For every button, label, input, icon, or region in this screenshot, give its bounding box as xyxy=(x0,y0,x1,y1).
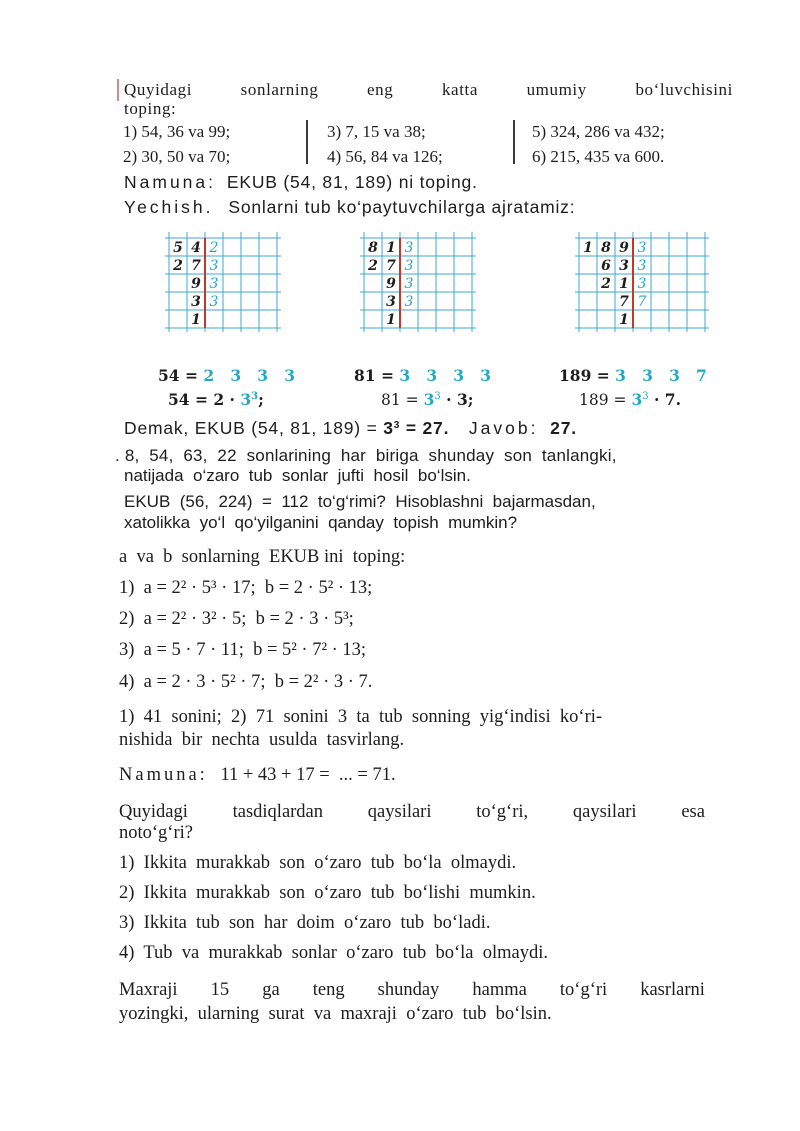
table-factor: 3 xyxy=(404,258,414,274)
factor-table-54 xyxy=(165,232,285,342)
factor-table-189 xyxy=(575,232,715,342)
ex4-item-1: 1) a = 2² · 5³ · 17; b = 2 · 5² · 13; xyxy=(119,578,373,598)
factor-list: 2 3 3 3 xyxy=(203,366,296,385)
javob-value: 27. xyxy=(550,418,577,438)
ex4-item-4: 4) a = 2 · 3 · 5² · 7; b = 2² · 3 · 7. xyxy=(119,672,373,692)
table-digit: 1 xyxy=(386,240,396,256)
factor-number: 189 xyxy=(559,366,592,385)
demak-line: Demak, EKUB (54, 81, $189) = 3^3 = 27$. Javob: 27. xyxy=(124,418,577,438)
column-divider-2 xyxy=(513,120,515,164)
table-digit: 2 xyxy=(601,276,611,292)
ex1-item-2: 2) 30, 50 va 70; xyxy=(123,147,231,166)
table-digit: 1 xyxy=(619,276,629,292)
table-factor: 3 xyxy=(637,258,647,274)
factor-row-189: 189 = 3 3 3 7 xyxy=(559,366,707,385)
yechish-text: Sonlarni tub ko‘paytuvchilarga ajratamiz: xyxy=(228,197,576,217)
ex5-namuna: Namuna: 11 + 43 + 17 = ... = 71. xyxy=(119,765,396,785)
margin-marker xyxy=(117,79,119,101)
table-digit: 4 xyxy=(191,240,201,256)
ex6-line1: Quyidagi tasdiqlardan qaysilari to‘g‘ri, qaysilari esa xyxy=(119,802,705,822)
table-digit: 5 xyxy=(173,240,183,256)
table-digit: 2 xyxy=(368,258,378,274)
table-factor: 3 xyxy=(209,276,219,292)
ex1-title-line2: toping: xyxy=(124,99,177,118)
namuna-line xyxy=(124,172,478,192)
factor-table-81 xyxy=(360,232,480,342)
namuna-word: Namuna: xyxy=(124,172,217,192)
ex3-line1: EKUB (56, 224) = 112 to‘g‘rimi? Hisoblashni bajarmasdan, xyxy=(124,492,596,511)
ex5-line1: 1) 41 sonini; 2) 71 sonini 3 ta tub sonning yig‘indisi ko‘ri- xyxy=(119,707,603,727)
column-divider-1 xyxy=(306,120,308,164)
ex5-line2: nishida bir nechta usulda tasvirlang. xyxy=(119,730,405,750)
table-factor: 2 xyxy=(209,240,219,256)
table-digit: 3 xyxy=(619,258,629,274)
table-factor: 3 xyxy=(637,240,647,256)
ex1-item-1: 1) 54, 36 va 99; xyxy=(123,122,231,141)
ex6-item-2: 2) Ikkita murakkab son o‘zaro tub bo‘lishi mumkin. xyxy=(119,883,536,903)
table-factor: 3 xyxy=(404,294,414,310)
yechish-line xyxy=(124,197,575,217)
table-digit: 9 xyxy=(191,276,201,292)
factor-row-54: 54 = 2 3 3 3 xyxy=(158,366,296,385)
javob-word: Javob: xyxy=(468,418,539,438)
table-digit: 7 xyxy=(386,258,396,274)
table-digit: 3 xyxy=(386,294,396,310)
table-factor: 7 xyxy=(637,294,647,310)
ex6-item-4: 4) Tub va murakkab sonlar o‘zaro tub bo‘la olmaydi. xyxy=(119,943,549,963)
table-digit: 7 xyxy=(191,258,201,274)
table-digit: 9 xyxy=(619,240,629,256)
table-digit: 7 xyxy=(619,294,629,310)
ex1-item-3: 3) 7, 15 va 38; xyxy=(327,122,426,141)
table-digit: 1 xyxy=(191,312,201,328)
ex4-title: a va b sonlarning EKUB ini toping: xyxy=(119,547,406,567)
ex6-line2: noto‘g‘ri? xyxy=(119,823,193,843)
short-form-189: $189 = 3^3 \cdot 7$. xyxy=(579,390,681,409)
factor-list: 3 3 3 7 xyxy=(615,366,707,385)
ex6-item-3: 3) Ikkita tub son har doim o‘zaro tub bo‘ladi. xyxy=(119,913,491,933)
ex1-item-5: 5) 324, 286 va 432; xyxy=(532,122,665,141)
table-digit: 6 xyxy=(601,258,611,274)
table-digit: 8 xyxy=(368,240,378,256)
ex2-line2: natijada o‘zaro tub sonlar jufti hosil bo‘lsin. xyxy=(124,466,471,485)
table-digit: 1 xyxy=(583,240,593,256)
table-digit: 2 xyxy=(173,258,183,274)
ex4-item-3: 3) a = 5 · 7 · 11; b = 5² · 7² · 13; xyxy=(119,640,367,660)
table-digit: 3 xyxy=(191,294,201,310)
factor-number: 81 xyxy=(354,366,376,385)
table-factor: 3 xyxy=(209,294,219,310)
short-form-81: $81 = 3^3 \cdot 3$; xyxy=(381,390,474,409)
table-factor: 3 xyxy=(637,276,647,292)
table-digit: 9 xyxy=(386,276,396,292)
ex7-line2: yozingki, ularning surat va maxraji o‘zaro tub bo‘lsin. xyxy=(119,1004,552,1024)
namuna-text: EKUB (54, 81, 189) ni toping. xyxy=(226,172,478,192)
short-form-54: $54 = 2 \cdot 3^3$; xyxy=(168,390,264,409)
ex4-item-2: 2) a = 2² · 3² · 5; b = 2 · 3 · 5³; xyxy=(119,609,354,629)
ex1-item-6: 6) 215, 435 va 600. xyxy=(532,147,665,166)
factor-list: 3 3 3 3 xyxy=(399,366,492,385)
factor-number: 54 xyxy=(158,366,180,385)
ex1-item-4: 4) 56, 84 va 126; xyxy=(327,147,443,166)
ex7-line1: Maxraji 15 ga teng shunday hamma to‘g‘ri kasrlarni xyxy=(119,980,705,1000)
ex2-line1: . 8, 54, 63, 22 sonlarining har biriga shunday son tanlangki, xyxy=(115,446,617,465)
table-digit: 8 xyxy=(601,240,611,256)
yechish-word: Yechish. xyxy=(124,197,214,217)
ex3-line2: xatolikka yo‘l qo‘yilganini qanday topish mumkin? xyxy=(124,513,518,532)
ex6-item-1: 1) Ikkita murakkab son o‘zaro tub bo‘la olmaydi. xyxy=(119,853,517,873)
table-factor: 3 xyxy=(404,240,414,256)
ex1-title-line1: Quyidagi sonlarning eng katta umumiy bo‘luvchisini xyxy=(124,80,733,99)
table-digit: 1 xyxy=(619,312,629,328)
table-digit: 1 xyxy=(386,312,396,328)
factor-row-81: 81 = 3 3 3 3 xyxy=(354,366,492,385)
table-factor: 3 xyxy=(209,258,219,274)
table-factor: 3 xyxy=(404,276,414,292)
